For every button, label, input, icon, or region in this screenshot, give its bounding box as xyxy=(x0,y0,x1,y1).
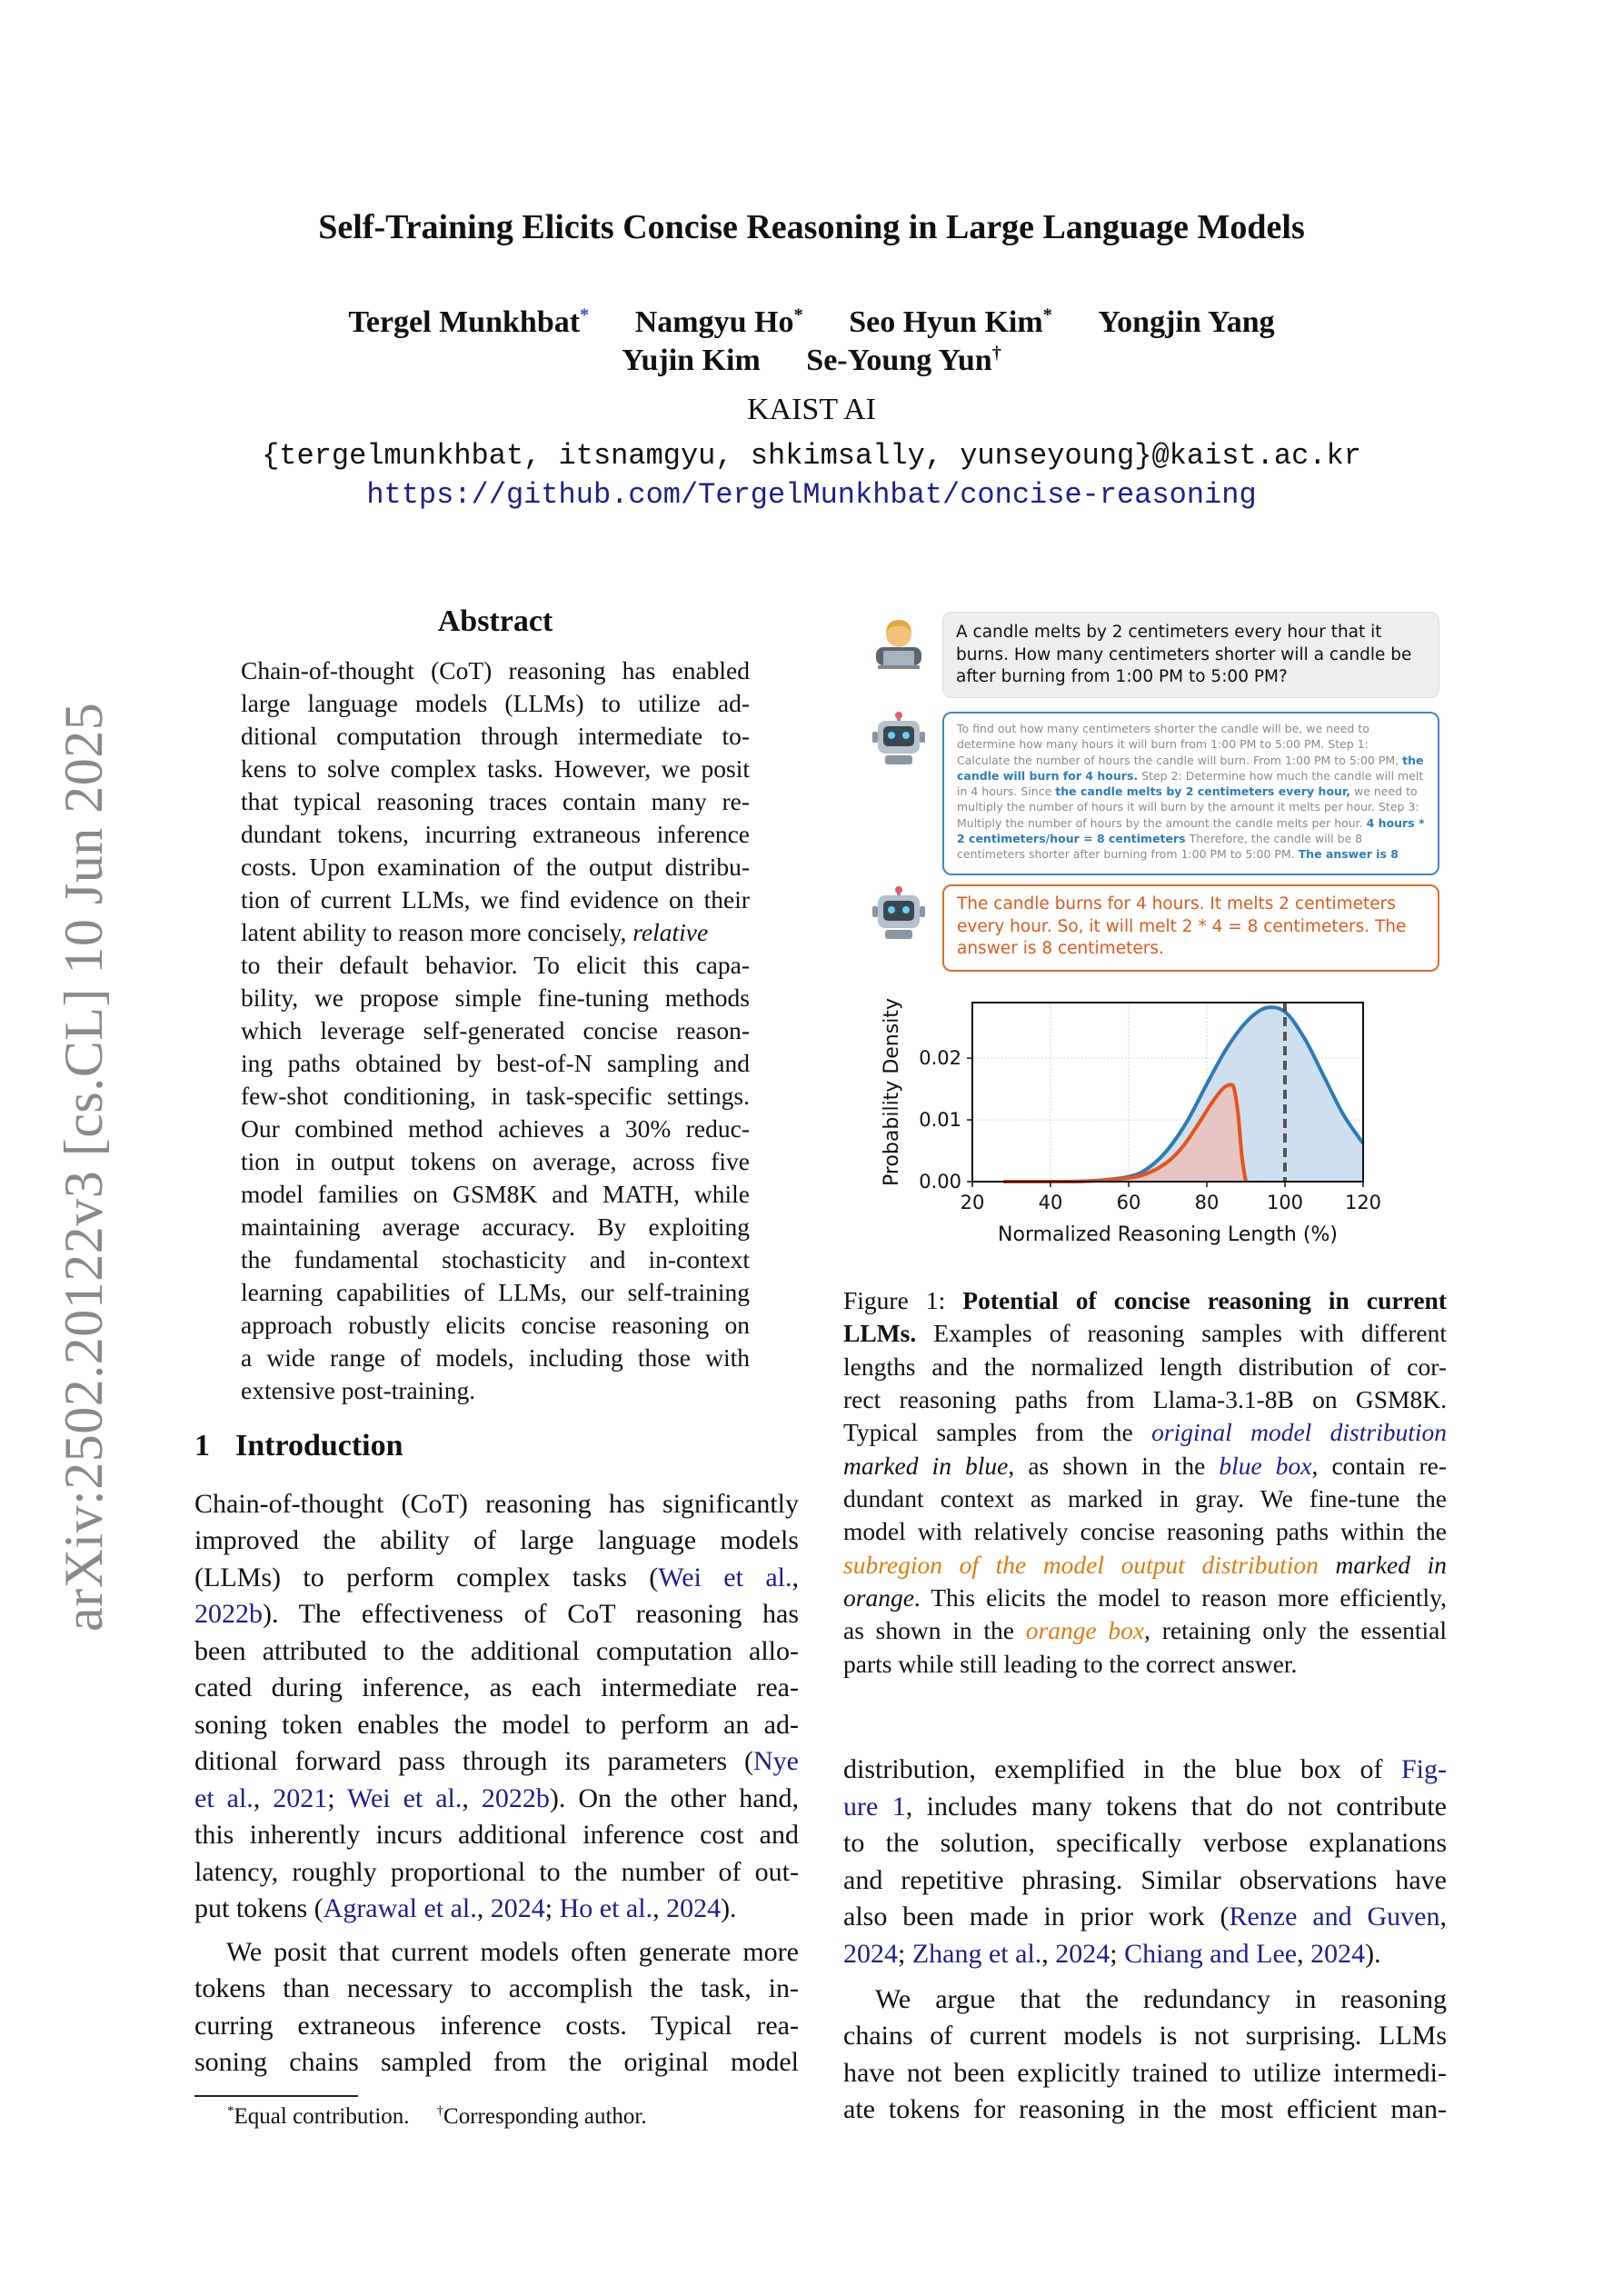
y-tick-label: 0.02 xyxy=(919,1047,961,1070)
abstract-line: large language models (LLMs) to utilize ad- xyxy=(241,689,750,717)
y-axis-label: Probability Density xyxy=(881,998,903,1186)
citation-link[interactable]: Renze and Guven xyxy=(1229,1902,1440,1932)
abstract-line: learning capabilities of LLMs, our self-training xyxy=(241,1278,750,1306)
citation-link[interactable]: Zhang et al. xyxy=(911,1939,1042,1969)
body-line: and repetitive phrasing. Similar observations have xyxy=(843,1865,1447,1895)
citation-link[interactable]: 2024 xyxy=(843,1939,898,1969)
body-line: We argue that the redundancy in reasoning xyxy=(875,1984,1447,2014)
x-tick-label: 40 xyxy=(1038,1192,1063,1213)
abstract-line: latent ability to reason more concisely, relative xyxy=(241,918,709,946)
footnote: *Equal contribution. †Corresponding author. xyxy=(227,2103,647,2129)
user-emoji-icon xyxy=(871,614,927,671)
body-line: 2024; Zhang et al., 2024; Chiang and Lee, 2024). xyxy=(843,1939,1381,1969)
citation-link[interactable]: 2022b xyxy=(481,1783,550,1813)
abstract-line: ing paths obtained by best-of-N sampling and xyxy=(241,1049,750,1077)
abstract-line: bility, we propose simple fine-tuning methods xyxy=(241,983,750,1012)
verbose-answer-bubble: To find out how many centimeters shorter the candle will be, we need to determine how many hours it will burn from 1:00 PM to 5:00 PM. Step 1: Calculate the number of hours the candle will burn. From 1:00 PM to 5:00 PM, the candle will burn for 4 hours. Step 2: Determine how much the candle will melt in 4 hours. Since the candle melts by 2 centimeters every hour, we need to multiply the number of hours it will burn by the amount it melts per hour. Step 3: Multiply the number of hours by the amount the candle melts per hour. 4 hours * 2 centimeters/hour = 8 centimeters Therefore, the candle will be 8 centimeters shorter after burning from 1:00 PM to 5:00 PM. The answer is 8 xyxy=(942,712,1439,875)
x-tick-label: 120 xyxy=(1344,1192,1382,1213)
y-axis-ticks xyxy=(919,1047,972,1193)
y-tick-label: 0.00 xyxy=(919,1171,961,1193)
body-line: latency, roughly proportional to the number of out- xyxy=(194,1857,799,1887)
abstract-line: ditional computation through intermediate to- xyxy=(241,722,750,750)
concise-answer-bubble: The candle burns for 4 hours. It melts 2 centimeters every hour. So, it will melt 2 * 4 = 8 centimeters. The answer is 8 centimeters. xyxy=(942,884,1439,972)
figure-caption-line: Figure 1: Potential of concise reasoning in current xyxy=(843,1286,1447,1314)
abstract-line: Chain-of-thought (CoT) reasoning has enabled xyxy=(241,656,750,684)
figure-caption-line: orange. This elicits the model to reason more efficiently, xyxy=(843,1583,1447,1612)
x-tick-label: 80 xyxy=(1194,1192,1220,1213)
body-line: 2022b). The effectiveness of CoT reasoning has xyxy=(194,1599,799,1629)
abstract-line: dundant tokens, incurring extraneous inference xyxy=(241,820,750,848)
question-bubble: A candle melts by 2 centimeters every hour that it burns. How many centimeters shorter will a candle be after burning from 1:00 PM to 5:00 PM? xyxy=(942,612,1439,698)
citation-link[interactable]: 2024 xyxy=(1055,1939,1110,1969)
figure-caption-line: Typical samples from the original model distribution xyxy=(843,1418,1448,1446)
body-line: tokens than necessary to accomplish the task, in- xyxy=(194,1973,799,2003)
body-line: (LLMs) to perform complex tasks (Wei et al., xyxy=(194,1562,799,1592)
citation-link[interactable]: 2024 xyxy=(490,1893,545,1923)
citation-link[interactable]: Nye xyxy=(753,1746,799,1776)
abstract-line: model families on GSM8K and MATH, while xyxy=(241,1180,750,1208)
abstract-line: tion in output tokens on average, across five xyxy=(241,1147,750,1175)
abstract-line: which leverage self-generated concise reason- xyxy=(241,1016,750,1044)
citation-link[interactable]: 2021 xyxy=(273,1783,328,1813)
y-tick-label: 0.01 xyxy=(919,1109,961,1132)
x-tick-label: 20 xyxy=(960,1192,985,1213)
abstract-line: tion of current LLMs, we find evidence on their xyxy=(241,885,750,913)
body-line: We posit that current models often generate more xyxy=(226,1937,799,1967)
arxiv-identifier: arXiv:2502.20122v3 [cs.CL] 10 Jun 2025 xyxy=(54,702,114,1632)
citation-link[interactable]: 2024 xyxy=(1310,1939,1366,1969)
body-line: curring extraneous inference costs. Typical rea- xyxy=(194,2011,799,2041)
citation-link[interactable]: Chiang and Lee xyxy=(1124,1939,1298,1969)
figure-caption-line: lengths and the normalized length distribution of cor- xyxy=(843,1353,1447,1381)
body-line: ate tokens for reasoning in the most efficient man- xyxy=(843,2094,1447,2124)
author: Seo Hyun Kim* xyxy=(849,304,1052,339)
citation-link[interactable]: 2024 xyxy=(666,1893,722,1923)
figure-caption-line: subregion of the model output distribution marked in xyxy=(843,1551,1447,1579)
affiliation: KAIST AI xyxy=(747,393,876,426)
abstract-line: kens to solve complex tasks. However, we posit xyxy=(241,754,750,783)
x-tick-label: 60 xyxy=(1116,1192,1141,1213)
abstract-line: a wide range of models, including those with xyxy=(241,1343,750,1372)
abstract-line: extensive post-training. xyxy=(241,1376,476,1404)
abstract-heading: Abstract xyxy=(437,604,553,638)
section-heading: 1 Introduction xyxy=(194,1429,403,1462)
x-tick-label: 100 xyxy=(1266,1192,1304,1213)
abstract-line: approach robustly elicits concise reasoning on xyxy=(241,1311,750,1339)
body-line: et al., 2021; Wei et al., 2022b). On the other hand, xyxy=(194,1783,800,1813)
figure-caption-line: dundant context as marked in gray. We fine-tune the xyxy=(843,1484,1447,1512)
x-axis-ticks xyxy=(961,1182,1381,1213)
body-line: Chain-of-thought (CoT) reasoning has significantly xyxy=(194,1489,799,1519)
author: Yujin Kim xyxy=(622,344,761,377)
abstract-line: the fundamental stochasticity and in-context xyxy=(241,1245,750,1273)
figure-caption-line: marked in blue, as shown in the blue box, contain re- xyxy=(843,1452,1447,1480)
body-line: ditional forward pass through its parameters (Nye xyxy=(194,1746,799,1776)
citation-link[interactable]: Agrawal et al. xyxy=(323,1893,477,1923)
citation-link[interactable]: et al. xyxy=(194,1783,254,1813)
figure-caption-line: LLMs. Examples of reasoning samples with different xyxy=(843,1319,1447,1347)
robot-emoji-icon xyxy=(871,886,927,943)
figure-ref-link[interactable]: ure 1 xyxy=(843,1792,906,1822)
body-line: soning token enables the model to perform an ad- xyxy=(194,1710,799,1740)
body-line: cated during inference, as each intermediate rea- xyxy=(194,1672,799,1702)
body-line: soning chains sampled from the original model xyxy=(194,2047,799,2077)
length-distribution-chart xyxy=(868,986,1449,1250)
author: Se-Young Yun† xyxy=(806,343,1001,377)
figure-caption-line: rect reasoning paths from Llama-3.1-8B on GSM8K. xyxy=(843,1385,1447,1413)
abstract-line: that typical reasoning traces contain many re- xyxy=(241,787,750,815)
body-line: chains of current models is not surprising. LLMs xyxy=(843,2021,1447,2051)
body-line: been attributed to the additional computation allo- xyxy=(194,1636,799,1666)
author-emails: {tergelmunkhbat, itsnamgyu, shkimsally, yunseyoung}@kaist.ac.kr xyxy=(262,439,1361,473)
abstract-line: few-shot conditioning, in task-specific settings. xyxy=(241,1082,750,1110)
body-line: have not been explicitly trained to utilize intermedi- xyxy=(843,2058,1447,2088)
paper-title: Self-Training Elicits Concise Reasoning in Large Language Models xyxy=(318,208,1305,246)
citation-link[interactable]: Wei et al. xyxy=(347,1783,463,1813)
figure-ref-link[interactable]: Fig- xyxy=(1400,1754,1447,1784)
citation-link[interactable]: Ho et al. xyxy=(559,1893,653,1923)
body-line: this inherently incurs additional inference cost and xyxy=(194,1820,799,1850)
figure-caption-line: parts while still leading to the correct answer. xyxy=(843,1650,1298,1678)
abstract-line: costs. Upon examination of the output distribu- xyxy=(241,853,750,881)
citation-link[interactable]: Wei et al. xyxy=(658,1562,792,1592)
body-line: put tokens (Agrawal et al., 2024; Ho et al., 2024). xyxy=(194,1893,737,1923)
x-axis-label: Normalized Reasoning Length (%) xyxy=(998,1223,1338,1246)
abstract-line: to their default behavior. To elicit this capa- xyxy=(241,951,750,979)
body-line: improved the ability of large language models xyxy=(194,1525,799,1555)
author: Namgyu Ho* xyxy=(634,304,803,339)
body-line: distribution, exemplified in the blue box of Fig- xyxy=(843,1754,1447,1784)
body-line: to the solution, specifically verbose explanations xyxy=(843,1828,1447,1858)
body-line: ure 1, includes many tokens that do not contribute xyxy=(843,1792,1447,1822)
abstract-line: Our combined method achieves a 30% reduc- xyxy=(241,1114,750,1143)
author-list xyxy=(0,344,1623,378)
robot-emoji-icon xyxy=(871,712,927,768)
abstract-line: maintaining average accuracy. By exploiting xyxy=(241,1213,750,1241)
citation-link[interactable]: 2022b xyxy=(194,1599,263,1629)
github-link[interactable]: https://github.com/TergelMunkhbat/concise-reasoning xyxy=(366,478,1257,512)
footnote-rule xyxy=(194,2095,358,2097)
author: Tergel Munkhbat* xyxy=(348,304,590,339)
figure-caption-line: as shown in the orange box, retaining only the essential xyxy=(843,1616,1447,1644)
figure-caption-line: model with relatively concise reasoning paths within the xyxy=(843,1517,1447,1545)
body-line: also been made in prior work (Renze and Guven, xyxy=(843,1902,1447,1932)
author-list xyxy=(0,305,1623,340)
author: Yongjin Yang xyxy=(1098,305,1275,339)
